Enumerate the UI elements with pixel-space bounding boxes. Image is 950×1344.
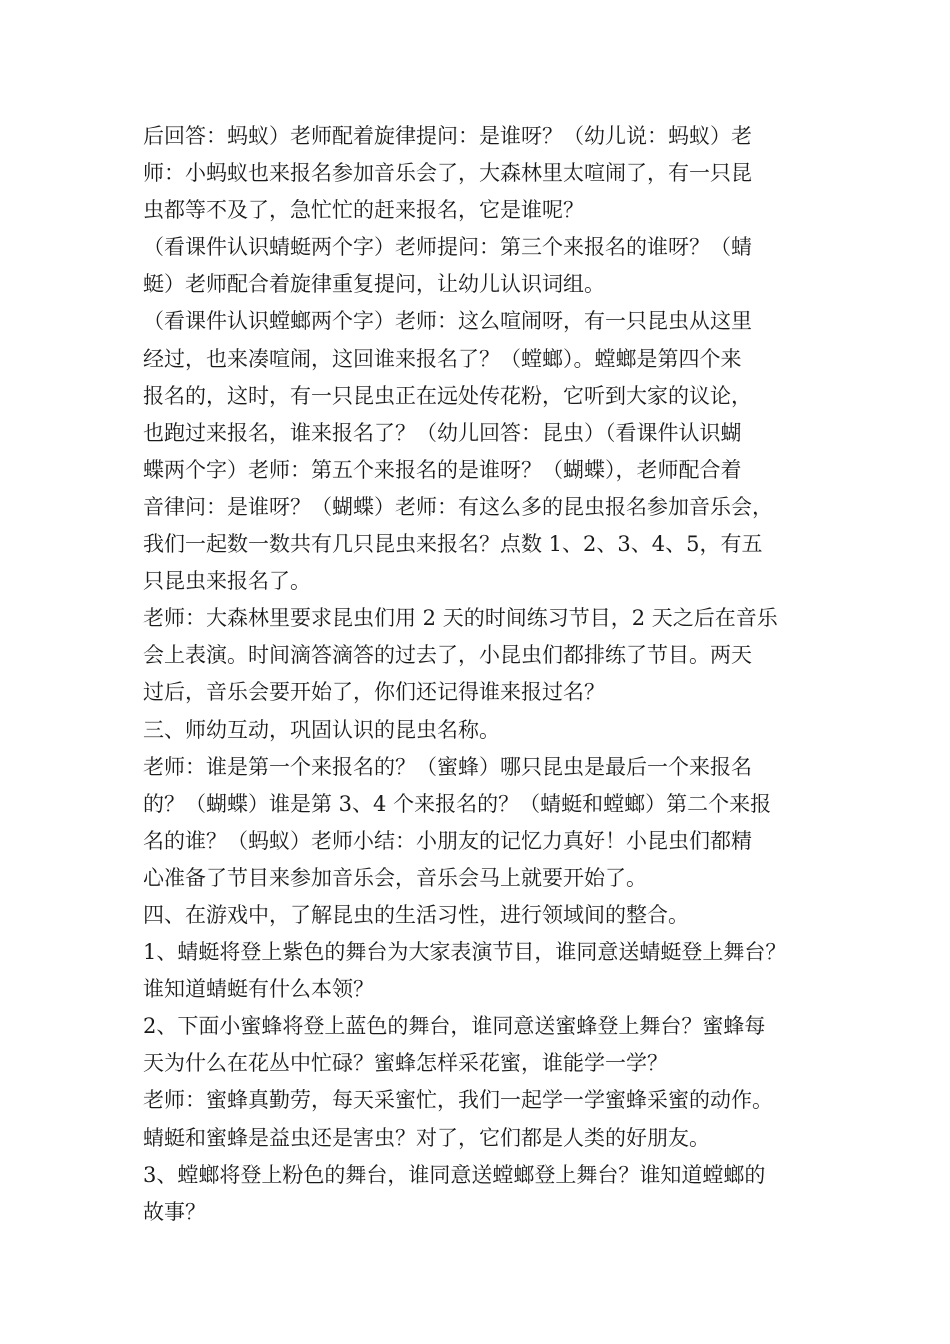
text-line: 音律问：是谁呀？（蝴蝶）老师：有这么多的昆虫报名参加音乐会， xyxy=(143,494,773,519)
text-line: 蝶两个字）老师：第五个来报名的是谁呀？（蝴蝶），老师配合着 xyxy=(143,457,742,482)
document-body xyxy=(143,118,833,1231)
text-line: 老师：大森林里要求昆虫们用 2 天的时间练习节目，2 天之后在音乐 xyxy=(143,606,778,631)
text-line: 过后，音乐会要开始了，你们还记得谁来报过名？ xyxy=(143,680,605,705)
section-heading: 四、在游戏中，了解昆虫的生活习性，进行领域间的整合。 xyxy=(143,902,689,927)
section-heading: 三、师幼互动，巩固认识的昆虫名称。 xyxy=(143,717,500,742)
text-line: 也跑过来报名，谁来报名了？（幼儿回答：昆虫）（看课件认识蝴 xyxy=(143,420,742,445)
text-line: 天为什么在花丛中忙碌？蜜蜂怎样采花蜜，谁能学一学？ xyxy=(143,1051,668,1076)
text-line: 经过，也来凑喧闹，这回谁来报名了？（螳螂）。螳螂是第四个来 xyxy=(143,346,742,371)
text-line: 我们一起数一数共有几只昆虫来报名？点数 1、2、3、4、5，有五 xyxy=(143,532,763,557)
text-line: 3、螳螂将登上粉色的舞台，谁同意送螳螂登上舞台？谁知道螳螂的 xyxy=(143,1162,766,1187)
text-line: 故事？ xyxy=(143,1199,206,1224)
text-line: 老师：谁是第一个来报名的？（蜜蜂）哪只昆虫是最后一个来报名 xyxy=(143,754,752,779)
text-line: 名的谁？（蚂蚁）老师小结：小朋友的记忆力真好！小昆虫们都精 xyxy=(143,828,752,853)
text-line: 1、蜻蜓将登上紫色的舞台为大家表演节目，谁同意送蜻蜓登上舞台？ xyxy=(143,940,787,965)
text-line: 心准备了节目来参加音乐会，音乐会马上就要开始了。 xyxy=(143,865,647,890)
text-line: 虫都等不及了，急忙忙的赶来报名，它是谁呢？ xyxy=(143,198,584,223)
text-line: 报名的，这时，有一只昆虫正在远处传花粉，它听到大家的议论， xyxy=(143,383,752,408)
text-line: （看课件认识蜻蜓两个字）老师提问：第三个来报名的谁呀？（蜻 xyxy=(143,235,752,260)
text-line: 的？（蝴蝶）谁是第 3、4 个来报名的？（蜻蜓和螳螂）第二个来报 xyxy=(143,791,772,816)
text-line: 后回答：蚂蚁）老师配着旋律提问：是谁呀？（幼儿说：蚂蚁）老 xyxy=(143,124,752,148)
text-line: 师：小蚂蚁也来报名参加音乐会了，大森林里太喧闹了，有一只昆 xyxy=(143,161,752,186)
text-line: 蜓）老师配合着旋律重复提问，让幼儿认识词组。 xyxy=(143,272,605,297)
text-line: 谁知道蜻蜓有什么本领？ xyxy=(143,977,374,1002)
text-line: （看课件认识螳螂两个字）老师：这么喧闹呀，有一只昆虫从这里 xyxy=(143,309,752,334)
text-line: 老师：蜜蜂真勤劳，每天采蜜忙，我们一起学一学蜜蜂采蜜的动作。 xyxy=(143,1088,773,1113)
text-line: 蜻蜓和蜜蜂是益虫还是害虫？对了，它们都是人类的好朋友。 xyxy=(143,1125,710,1150)
text-line: 会上表演。时间滴答滴答的过去了，小昆虫们都排练了节目。两天 xyxy=(143,643,752,668)
text-line: 只昆虫来报名了。 xyxy=(143,569,311,594)
text-line: 2、下面小蜜蜂将登上蓝色的舞台，谁同意送蜜蜂登上舞台？蜜蜂每 xyxy=(143,1014,766,1039)
